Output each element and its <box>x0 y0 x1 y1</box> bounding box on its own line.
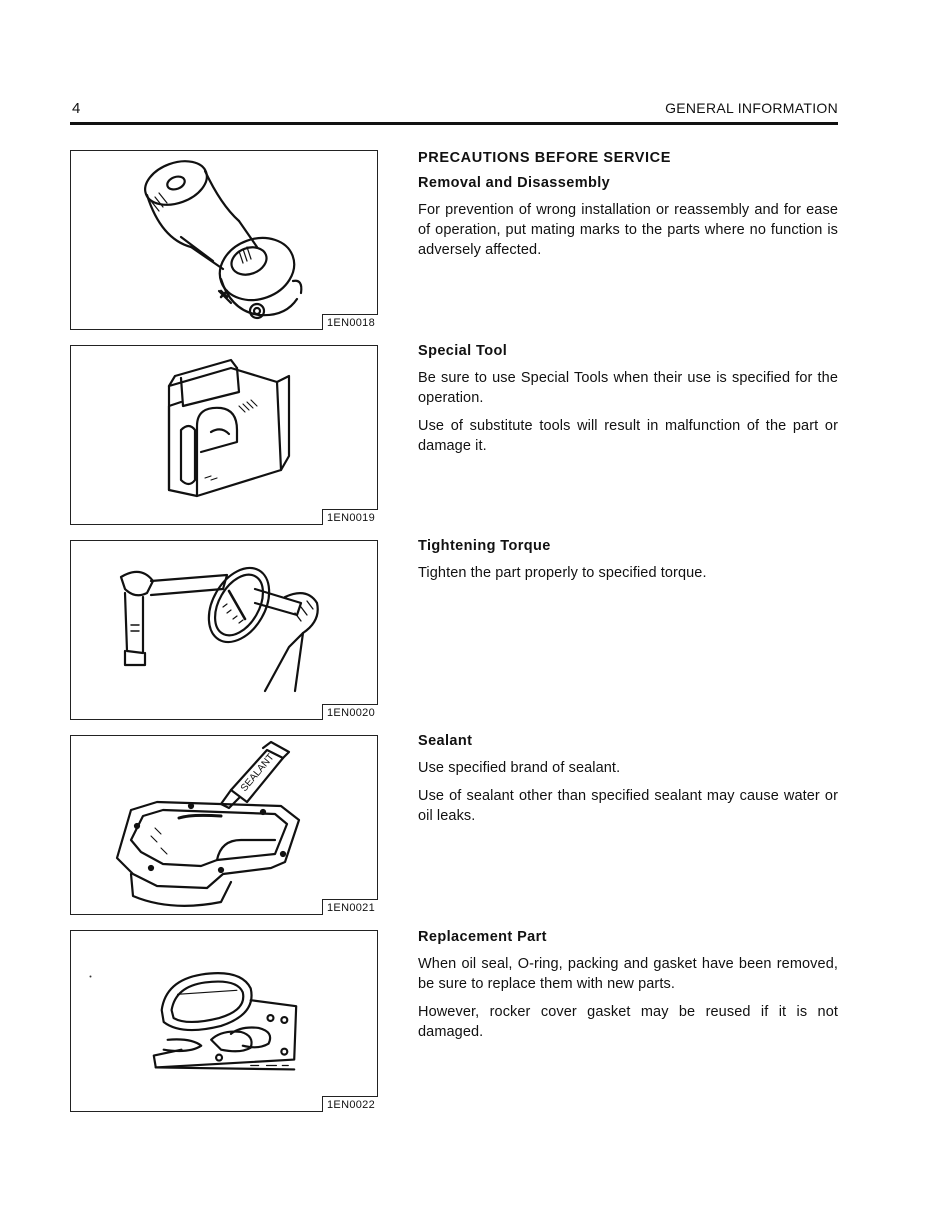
main-heading: PRECAUTIONS BEFORE SERVICE <box>418 150 672 166</box>
torque-wrench-illustration <box>71 541 377 719</box>
section-tightening-torque <box>418 538 838 591</box>
sealant-tube-label: SEALANT <box>238 751 277 794</box>
section-special-tool <box>418 343 838 464</box>
section-heading: Removal and Disassembly <box>418 175 611 191</box>
page-header-title: GENERAL INFORMATION <box>665 100 838 116</box>
figure-sealant <box>70 735 378 915</box>
figure-torque-wrench <box>70 540 378 720</box>
section-paragraph: Tighten the part properly to specified torque. <box>418 565 707 581</box>
section-paragraph: Be sure to use Special Tools when their use is specified for the operation. <box>418 370 838 406</box>
figure-code: 1EN0018 <box>322 314 378 330</box>
section-paragraph: For prevention of wrong installation or reassembly and for ease of operation, put mating marks to the parts where no function is adversely affected. <box>418 202 838 258</box>
figure-gaskets <box>70 930 378 1112</box>
section-heading: Sealant <box>418 733 473 749</box>
section-heading: Tightening Torque <box>418 538 551 554</box>
section-sealant <box>418 733 838 834</box>
section-paragraph: Use of substitute tools will result in malfunction of the part or damage it. <box>418 418 838 454</box>
figure-code: 1EN0020 <box>322 704 378 720</box>
section-paragraph: When oil seal, O-ring, packing and gasket have been removed, be sure to replace them with new parts. <box>418 956 838 992</box>
figure-special-tool <box>70 345 378 525</box>
header-rule <box>70 122 838 125</box>
section-paragraph: Use specified brand of sealant. <box>418 760 621 776</box>
figure-code: 1EN0022 <box>322 1096 378 1112</box>
gasket-illustration <box>71 931 377 1109</box>
section-paragraph: However, rocker cover gasket may be reused if it is not damaged. <box>418 1004 838 1040</box>
figure-code: 1EN0019 <box>322 509 378 525</box>
figure-connecting-rod <box>70 150 378 330</box>
figure-code: 1EN0021 <box>322 899 378 915</box>
section-replacement-part <box>418 929 838 1050</box>
connecting-rod-illustration <box>71 151 377 329</box>
page-number: 4 <box>72 100 81 117</box>
section-heading: Replacement Part <box>418 929 547 945</box>
sealant-illustration <box>71 736 377 914</box>
section-removal-disassembly <box>418 150 838 268</box>
special-tool-illustration <box>71 346 377 524</box>
section-paragraph: Use of sealant other than specified sealant may cause water or oil leaks. <box>418 788 838 824</box>
section-heading: Special Tool <box>418 343 508 359</box>
